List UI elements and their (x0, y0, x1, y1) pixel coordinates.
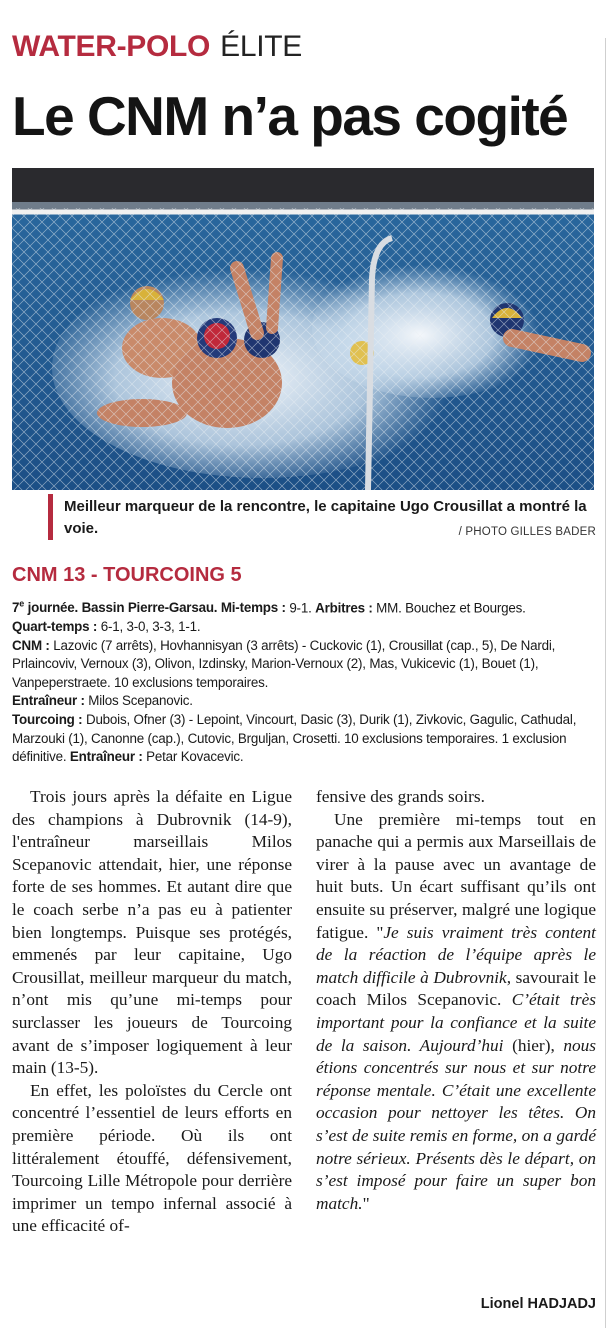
caption-accent-bar (48, 494, 53, 540)
facts-line-venue: 7e journée. Bassin Pierre-Garsau. Mi-temps : 9-1. Arbitres : MM. Bouchez et Bourges. (12, 599, 526, 616)
headline: Le CNM n’a pas cogité (12, 85, 568, 147)
sport-label: WATER-POLO (12, 30, 211, 63)
match-facts (12, 595, 602, 767)
photo-caption: Meilleur marqueur de la rencontre, le capitaine Ugo Crousillat a montré la voie. (64, 498, 587, 537)
article-paragraph: Trois jours après la défaite en Ligue des champions à Dubrovnik (14-9), l'entraîneur marseillais Milos Scepanovic attendait, hier, une réponse forte de ses hommes. Et autant dire que le coach serbe n’a pas eu à patienter bien longtemps. Puisque ses protégés, emmenés par leur capitaine, Ugo Crousillat, meilleur marqueur du match, n’ont mis qu’une mi-temps pour surclasser les joueurs de Tourcoing avant de s’imposer logiquement à leur main (13-5). (12, 787, 292, 1078)
facts-line-quarters: Quart-temps : 6-1, 3-0, 3-3, 1-1. (12, 619, 201, 635)
column-rule (605, 38, 606, 1328)
article-paragraph-continued: fensive des grands soirs. (316, 787, 485, 806)
article-column-1 (12, 786, 292, 1238)
level-label: ÉLITE (220, 30, 302, 63)
score-line: CNM 13 - TOURCOING 5 (12, 564, 242, 586)
photo-credit: / PHOTO GILLES BADER (458, 526, 596, 538)
facts-line-cnm: CNM : Lazovic (7 arrêts), Hovhannisyan (3 arrêts) - Cuckovic (1), Crousillat (cap., 5), De Nardi, Prlaincoviv, Vernoux (3), Olivon, Izdinsky, Marion-Vernoux (2), Mas, Vukicevic (1), Bouet (1), Vanpeperstraete. 10 exclusions temporaires. (12, 637, 556, 690)
article-paragraph-quote: Une première mi-temps tout en panache qui a permis aux Marseillais de virer à la pause avec un avantage de huit buts. Un écart suffisant qu’ils ont ensuite su préserver, malgré une logique fatigue. "Je suis vraiment très content de la réaction de l’équipe après le match difficile à Dubrovnik, savourait le coach Milos Scepanovic. C’était très important pour la confiance et la suite de la saison. Aujourd’hui (hier), nous étions concentrés sur nous et sur notre réponse mentale. C’était une excellente occasion pour nettoyer les têtes. On s’est de suite remis en forme, on a gardé notre sérieux. Présents dès le départ, on s’est imposé pour faire un super bon match." (316, 809, 596, 1213)
author-byline: Lionel HADJADJ (480, 1296, 596, 1312)
facts-line-tourcoing: Tourcoing : Dubois, Ofner (3) - Lepoint, Vincourt, Dasic (3), Durik (1), Zivkovic, Gagulic, Cathudal, Marzouki (1), Canonne (cap.), Cutovic, Brguljan, Crosetti. 10 exclusions temporaires. 1 exclusion définitive. Entraîneur : Petar Kovacevic. (12, 712, 577, 765)
water-polo-photo (12, 168, 594, 490)
facts-line-cnm-coach: Entraîneur : Milos Scepanovic. (12, 693, 193, 709)
section-kicker (12, 30, 302, 64)
article-paragraph: En effet, les poloïstes du Cercle ont concentré l’essentiel de leurs efforts en première période. Où ils ont littéralement étouffé, défensivement, Tourcoing Lille Métropole pour derrière imprimer un tempo infernal associé à une efficacité of- (12, 1080, 292, 1236)
article-column-2 (316, 786, 596, 1215)
